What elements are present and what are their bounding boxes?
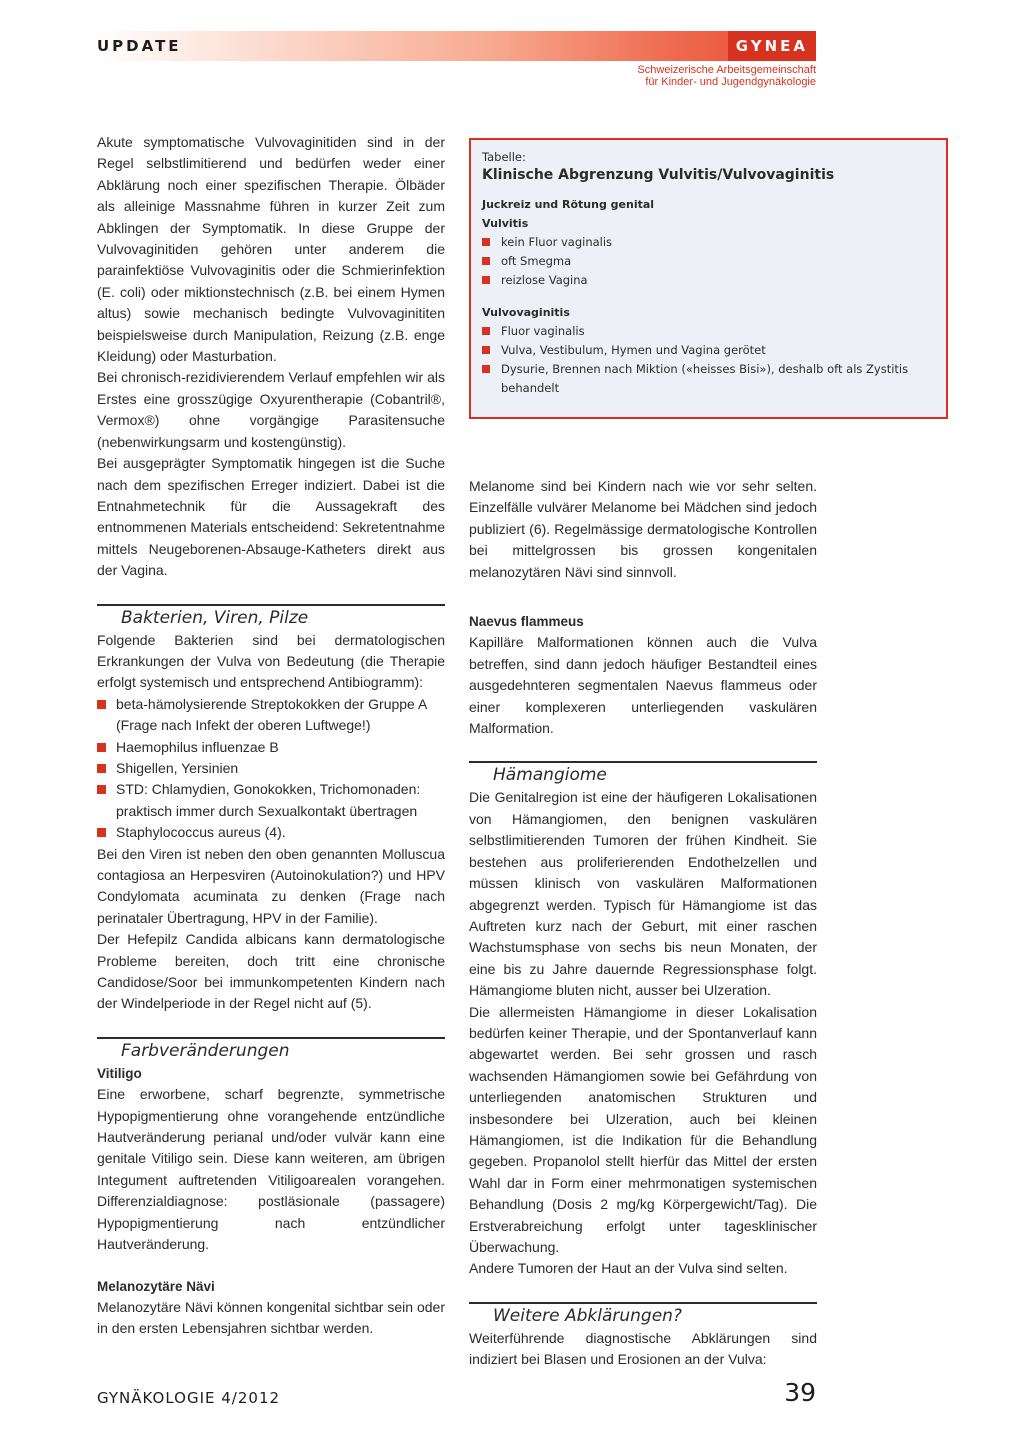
subheading-vitiligo: Vitiligo [97,1065,142,1081]
header-banner [97,31,816,61]
org-line-2: für Kinder- und Jugendgynäkologie [645,76,816,88]
section-title-haemangiome: Hämangiome [493,765,607,786]
list-item: Staphylococcus aureus (4). [97,822,445,843]
list-item: kein Fluor vaginalis [482,233,934,252]
vulvovaginitis-list [482,322,934,398]
list-item: reizlose Vagina [482,271,934,290]
section-title-farbveraenderungen: Farbveränderungen [121,1040,290,1061]
organization-name [637,64,816,88]
table-label: Tabelle: [482,150,526,164]
intro-paragraph-3: Bei ausgeprägter Symptomatik hingegen ist die Suche nach dem spezifischen Erreger indiziert. Dabei ist die Entnahmetechnik für die Aussagekraft des entnommenen Materials entscheidend: Sekretentnahme mittels Neugeborenen-Absauge-Katheters direkt aus der Vagina. [97,455,445,579]
naevus-paragraph: Kapilläre Malformationen können auch die Vulva betreffen, sind dann jedoch häufiger Bestandteil eines ausgedehnteren segmentalen Naevus flammeus oder einer komplexeren unterliegenden vaskulären Malformation. [469,634,817,737]
haemangiome-paragraph-1: Die Genitalregion ist eine der häufigeren Lokalisationen von Hämangiomen, den benignen vaskulären selbstlimitierenden Tumoren der frühen Kindheit. Sie bestehen aus proliferierenden Endothelzellen und müssen klinisch von vaskulären Malformationen abgegrenzt werden. Typisch für Hämangiome ist das Auftreten kurz nach der Geburt, mit einer raschen Wachstumsphase von sechs bis neun Monaten, der eine bis zu Jahre dauernde Regressionsphase folgt. Hämangiome bluten nicht, ausser bei Ulzeration. [469,789,817,999]
subheading-melanozytaere-naevi: Melanozytäre Nävi [97,1278,215,1294]
subheading-naevus-flammeus: Naevus flammeus [469,614,584,630]
bakterien-list [97,694,445,844]
table-title: Klinische Abgrenzung Vulvitis/Vulvovaginitis [482,167,835,183]
naevi-paragraph: Melanozytäre Nävi können kongenital sichtbar sein oder in den ersten Lebensjahren sichtbar werden. [97,1298,445,1337]
journal-issue: GYNÄKOLOGIE 4/2012 [97,1389,281,1407]
table-vulvitis-heading: Vulvitis [482,217,529,230]
vitiligo-paragraph: Eine erworbene, scharf begrenzte, symmetrische Hypopigmentierung ohne vorangehende entzündliche Hautveränderung perianal und/oder vulvär kann eine genitale Vitiligo sein. Diese kann weiteren, am übrigen Integument auftretenden Vitiligoarealen vorangehen. Differenzialdiagnose: postläsionale (passagere) Hypopigmentierung nach entzündlicher Hautveränderung. [97,1086,445,1253]
vulvitis-list [482,233,934,290]
intro-paragraph-2: Bei chronisch-rezidivierendem Verlauf empfehlen wir als Erstes eine grosszügige Oxyurentherapie (Cobantril®, Vermox®) ohne vorgängige Parasitensuche (nebenwirkungsarm und kostengünstig). [97,369,445,450]
weitere-paragraph: Weiterführende diagnostische Abklärungen sind indiziert bei Blasen und Erosionen an der Vulva: [469,1329,817,1368]
table-vulvovaginitis-heading: Vulvovaginitis [482,306,570,319]
list-item: Vulva, Vestibulum, Hymen und Vagina gerötet [482,341,934,360]
section-label: UPDATE [97,37,182,55]
list-item: beta-hämolysierende Streptokokken der Gruppe A (Frage nach Infekt der oberen Luftwege!) [97,694,445,737]
left-column [97,132,445,1340]
list-item: Haemophilus influenzae B [97,737,445,758]
table-box [469,138,948,419]
bakterien-paragraph-2: Bei den Viren ist neben den oben genannten Molluscua contagiosa an Herpesviren (Autoinokulation?) und HPV Condylomata acuminata zu denken (Frage nach perinataler Übertragung, HPV in der Familie). [97,845,445,926]
haemangiome-paragraph-3: Andere Tumoren der Haut an der Vulva sind selten. [469,1260,788,1277]
section-title-bakterien: Bakterien, Viren, Pilze [121,607,309,628]
table-subtitle: Juckreiz und Rötung genital [482,198,655,211]
right-column [469,476,817,1371]
melanome-paragraph: Melanome sind bei Kindern nach wie vor sehr selten. Einzelfälle vulvärer Melanome bei Mädchen sind jedoch publiziert (6). Regelmässige dermatologische Kontrollen bei mittelgrossen bis grossen kongenitalen melanozytären Nävi sind sinnvoll. [469,478,817,580]
list-item: Shigellen, Yersinien [97,758,445,779]
list-item: Dysurie, Brennen nach Miktion («heisses Bisi»), deshalb oft als Zystitis behandelt [482,360,934,398]
section-title-weitere-abklaerungen: Weitere Abklärungen? [493,1305,682,1326]
bakterien-paragraph-1: Folgende Bakterien sind bei dermatologischen Erkrankungen der Vulva von Bedeutung (die Therapie erfolgt systemisch und entsprechend Antibiogramm): [97,631,445,691]
intro-paragraph-1: Akute symptomatische Vulvovaginitiden sind in der Regel selbstlimitierend und bedürfen weder einer Abklärung noch einer spezifischen Therapie. Ölbäder als alleinige Massnahme führen in kurzer Zeit zum Abklingen der Symptomatik. In diese Gruppe der Vulvovaginitiden gehören unter anderem die parainfektiöse Vulvovaginitis oder die Schmierinfektion (E. coli) oder miktionstechnisch (z.B. bei einem Hymen altus) sowie mechanisch bedingte Vulvovaginititen beispielsweise durch Manipulation, Reizung (z.B. enge Kleidung) oder Masturbation. [97,134,445,365]
journal-label: GYNEA [728,31,816,61]
org-line-1: Schweizerische Arbeitsgemeinschaft [637,64,816,76]
list-item: Fluor vaginalis [482,322,934,341]
list-item: oft Smegma [482,252,934,271]
page-number: 39 [784,1378,816,1407]
haemangiome-paragraph-2: Die allermeisten Hämangiome in dieser Lokalisation bedürfen keiner Therapie, und der Spontanverlauf kann abgewartet werden. Bei sehr grossen und rasch wachsenden Hämangiomen sowie bei Gefährdung von unterliegenden anatomischen Strukturen und insbesondere bei Ulzeration, auch bei kleinen Hämangiomen, ist die Indikation für die Behandlung gegeben. Propanolol stellt hierfür das Mittel der ersten Wahl dar in Form einer mehrmonatigen systemischen Behandlung (Dosis 2 mg/kg Körpergewicht/Tag). Die Erstverabreichung erfolgt unter tagesklinischer Überwachung. [469,1003,817,1255]
bakterien-paragraph-3: Der Hefepilz Candida albicans kann dermatologische Probleme bereiten, doch tritt eine chronische Candidose/Soor bei immunkompetenten Kindern nach der Windelperiode in der Regel nicht auf (5). [97,931,445,1012]
list-item: STD: Chlamydien, Gonokokken, Trichomonaden: praktisch immer durch Sexualkontakt übertragen [97,779,445,822]
